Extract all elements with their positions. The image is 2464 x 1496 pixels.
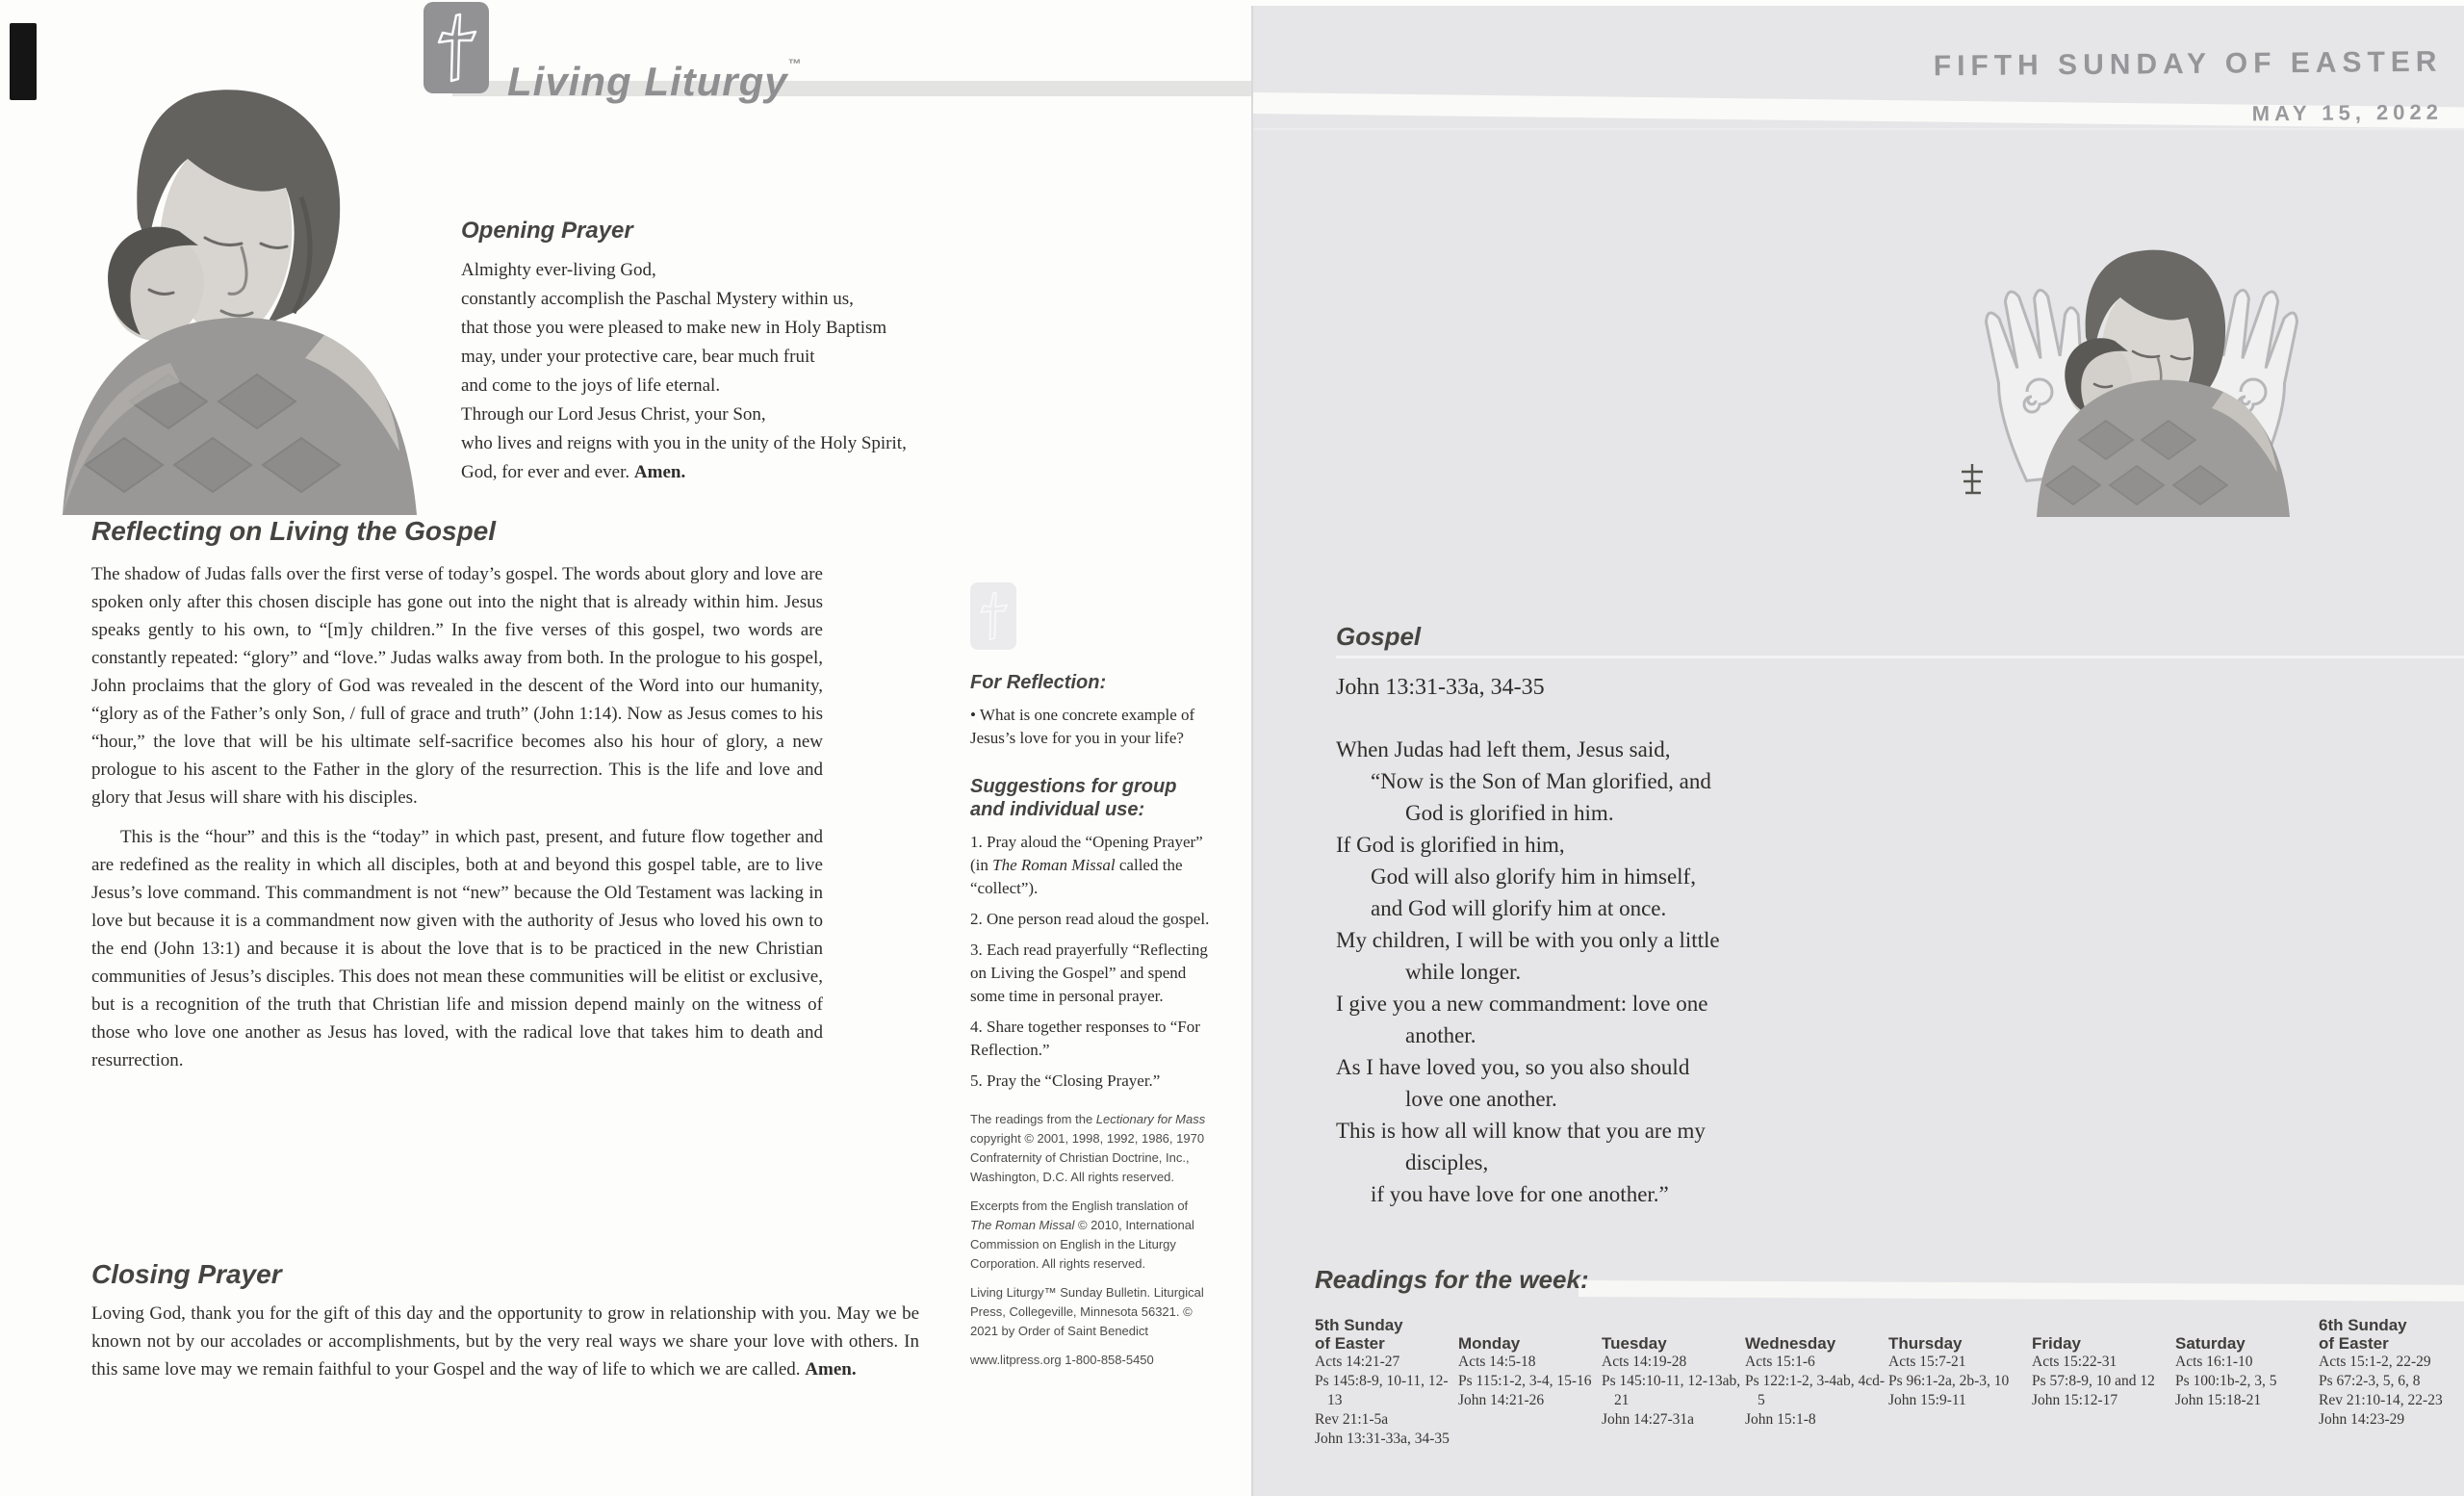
- scripture-ref: Acts 14:21-27: [1315, 1354, 1400, 1370]
- scripture-ref: John 15:9-11: [1888, 1392, 1966, 1408]
- day-line: Wednesday: [1745, 1334, 1836, 1353]
- reflection-paragraph-2: This is the “hour” and this is the “today” in which past, present, and future flow together and are redefined as the reality in which all disciples, both at and beyond this gospel table, are to live Jesus’s love command. This commandment is not “new” because the Old Testament was lacking in love but because it is a commandment now given with the authority of Jesus who loved his own to the end (John 13:1) and because it is about the love that is to be practiced in the new Christian communities of Jesus’s disciples. This does not mean these communities will be elitist or exclusive, but is a recognition of the truth that Christian life and mission depend mainly on the witness of those who love one another as Jesus has loved, with the radical love that takes him to death and resurrection.: [91, 827, 823, 1070]
- gospel-line: while longer.: [1405, 960, 1522, 984]
- masthead: [1934, 46, 2443, 130]
- gospel-line: When Judas had left them, Jesus said,: [1336, 737, 1671, 761]
- reading-column-6th-sunday: [2319, 1306, 2462, 1449]
- gospel-line: love one another.: [1405, 1087, 1557, 1111]
- reading-column-friday: [2032, 1306, 2175, 1449]
- scripture-ref: Ps 145:10-11, 12-13ab, 21: [1602, 1373, 1741, 1408]
- scripture-ref: Acts 16:1-10: [2175, 1354, 2253, 1370]
- day-line: of Easter: [1315, 1334, 1385, 1353]
- scripture-ref: John 13:31-33a, 34-35: [1315, 1431, 1450, 1447]
- scripture-ref: Acts 15:7-21: [1888, 1354, 1966, 1370]
- gospel-line: God will also glorify him in himself,: [1371, 864, 1696, 889]
- reading-column-saturday: [2175, 1306, 2319, 1449]
- reading-day-label: [1745, 1306, 1888, 1353]
- day-line: Tuesday: [1602, 1334, 1667, 1353]
- sunday-date: MAY 15, 2022: [2251, 99, 2444, 126]
- closing-prayer-heading: Closing Prayer: [91, 1259, 282, 1289]
- scripture-ref: Ps 122:1-2, 3-4ab, 4cd-5: [1745, 1373, 1886, 1408]
- gospel-line: disciples,: [1405, 1150, 1489, 1174]
- closing-prayer-text: [91, 1300, 919, 1383]
- scripture-ref: Ps 96:1-2a, 2b-3, 10: [1888, 1373, 2010, 1389]
- reflection-paragraph-1: The shadow of Judas falls over the first verse of today’s gospel. The words about glory and love are spoken only after this chosen disciple has gone out into the night that is already within him. Jesus speaks gently to his own, to “[m]y children.” In the five verses of this gospel, two words are constantly repeated: “glory” and “love.” Judas walks away from both. In the prologue to his gospel, John proclaims that the glory of God was revealed in the descent of the Word into our humanity, “glory as of the Father’s only Son, / full of grace and truth” (John 1:14). Now as Jesus comes to his “hour,” the love that will be his ultimate self-sacrifice becomes also his hour of glory, a new prologue to his ascent to the Father in the glory of the resurrection. This is the life and love and glory that Jesus will share with his disciples.: [91, 564, 823, 808]
- brand-name: Living Liturgy: [507, 59, 788, 104]
- reading-column-wednesday: [1745, 1306, 1888, 1449]
- gospel-text: [1336, 734, 1952, 1210]
- prayer-line: may, under your protective care, bear much fruit: [461, 347, 815, 367]
- scan-line: [1253, 128, 2464, 130]
- scripture-ref: Ps 100:1b-2, 3, 5: [2175, 1373, 2277, 1389]
- scripture-ref: Acts 14:19-28: [1602, 1354, 1687, 1370]
- gospel-line: I give you a new commandment: love one: [1336, 992, 1708, 1016]
- suggestion-text: called the “collect”).: [970, 856, 1183, 897]
- readings-table: [1315, 1306, 2462, 1449]
- page-gutter: [1251, 6, 1253, 1496]
- reflection-heading: Reflecting on Living the Gospel: [91, 516, 497, 546]
- scripture-ref: John 15:1-8: [1745, 1411, 1816, 1428]
- gospel-line: and God will glorify him at once.: [1371, 896, 1667, 920]
- prayer-line: who lives and reigns with you in the unity of the Holy Spirit,: [461, 433, 907, 453]
- credit-text: © 2010, International Commission on English in the Liturgy Corporation. All rights reserved.: [970, 1218, 1194, 1271]
- scripture-ref: John 14:21-26: [1458, 1392, 1545, 1408]
- for-reflection-question: • What is one concrete example of Jesus’s love for you in your life?: [970, 706, 1195, 747]
- opening-prayer-heading: Opening Prayer: [461, 218, 633, 244]
- prayer-line: and come to the joys of life eternal.: [461, 375, 721, 396]
- reading-day-label: [2032, 1306, 2175, 1353]
- suggestion-item-3: 3. Each read prayerfully “Reflecting on Living the Gospel” and spend some time in personal prayer.: [970, 941, 1208, 1005]
- reading-day-label: [2319, 1306, 2462, 1353]
- brand-logo: [507, 56, 802, 105]
- scripture-ref: John 14:23-29: [2319, 1411, 2405, 1428]
- scripture-ref: John 15:18-21: [2175, 1392, 2262, 1408]
- credit-lectionary: [970, 1110, 1211, 1187]
- cross-logo-icon-faded: [970, 582, 1016, 650]
- readings-heading: Readings for the week:: [1315, 1265, 1589, 1294]
- book-title: Lectionary for Mass: [1095, 1112, 1206, 1126]
- book-title: The Roman Missal: [970, 1218, 1075, 1232]
- gospel-line: My children, I will be with you only a little: [1336, 928, 1720, 952]
- reading-column-5th-sunday: [1315, 1306, 1458, 1449]
- day-line: 5th Sunday: [1315, 1316, 1403, 1334]
- gospel-line: God is glorified in him.: [1405, 801, 1614, 825]
- suggestion-item-2: 2. One person read aloud the gospel.: [970, 910, 1210, 928]
- prayer-line-text: God, for ever and ever.: [461, 462, 630, 482]
- suggestion-item-4: 4. Share together responses to “For Reflection.”: [970, 1018, 1200, 1059]
- day-line: Thursday: [1888, 1334, 1963, 1353]
- day-line: Saturday: [2175, 1334, 2246, 1353]
- reflection-sidebar: [970, 582, 1211, 1380]
- weekly-readings-section: [1315, 1265, 2462, 1449]
- scripture-ref: Acts 15:22-31: [2032, 1354, 2118, 1370]
- scripture-ref: John 15:12-17: [2032, 1392, 2118, 1408]
- day-line: 6th Sunday: [2319, 1316, 2407, 1334]
- credit-text: The readings from the: [970, 1112, 1096, 1126]
- suggestions-heading: Suggestions for group and individual use:: [970, 776, 1177, 820]
- prayer-line: constantly accomplish the Paschal Mystery within us,: [461, 289, 854, 309]
- suggestion-item-1: [970, 831, 1211, 900]
- reading-day-label: [2175, 1306, 2319, 1353]
- gospel-heading: Gospel: [1336, 622, 1422, 651]
- publisher-contact: www.litpress.org 1-800-858-5450: [970, 1353, 1154, 1367]
- reading-day-label: [1315, 1306, 1458, 1353]
- reading-day-label: [1458, 1306, 1602, 1353]
- credit-publisher: Living Liturgy™ Sunday Bulletin. Liturgical Press, Collegeville, Minnesota 56321. © 2021 by Order of Saint Benedict: [970, 1285, 1204, 1338]
- embrace-illustration: [53, 82, 428, 515]
- credit-roman-missal: [970, 1197, 1211, 1274]
- scan-artifact: [10, 23, 37, 100]
- hands-embrace-illustration: [1944, 214, 2339, 517]
- reading-column-thursday: [1888, 1306, 2032, 1449]
- suggestion-text: 1. Pray aloud the “Opening Prayer” (in: [970, 833, 1203, 874]
- gospel-section: [1336, 622, 1952, 1210]
- sunday-title: FIFTH SUNDAY OF EASTER: [1933, 45, 2443, 83]
- trademark-symbol: ™: [787, 56, 802, 71]
- credit-text: Excerpts from the English translation of: [970, 1199, 1189, 1213]
- gospel-line: “Now is the Son of Man glorified, and: [1371, 769, 1711, 793]
- gospel-line: As I have loved you, so you also should: [1336, 1055, 1690, 1079]
- for-reflection-heading: For Reflection:: [970, 672, 1107, 693]
- cross-logo-icon: [424, 2, 489, 93]
- reading-column-tuesday: [1602, 1306, 1745, 1449]
- reading-column-monday: [1458, 1306, 1602, 1449]
- gospel-line: This is how all will know that you are my: [1336, 1119, 1706, 1143]
- amen-text: Amen.: [633, 462, 686, 482]
- scripture-ref: Acts 15:1-2, 22-29: [2319, 1354, 2431, 1370]
- gospel-reference: John 13:31-33a, 34-35: [1336, 675, 1545, 700]
- scripture-ref: Acts 15:1-6: [1745, 1354, 1815, 1370]
- reflection-article: [91, 516, 823, 1074]
- day-line: of Easter: [2319, 1334, 2389, 1353]
- book-title: The Roman Missal: [992, 856, 1116, 874]
- scripture-ref: Rev 21:1-5a: [1315, 1411, 1389, 1428]
- scripture-ref: Ps 57:8-9, 10 and 12: [2032, 1373, 2155, 1389]
- scripture-ref: Ps 67:2-3, 5, 6, 8: [2319, 1373, 2421, 1389]
- scripture-ref: Ps 115:1-2, 3-4, 15-16: [1458, 1373, 1592, 1389]
- reading-day-label: [1602, 1306, 1745, 1353]
- closing-prayer-section: [91, 1259, 919, 1383]
- day-line: Monday: [1458, 1334, 1521, 1353]
- scripture-ref: Ps 145:8-9, 10-11, 12-13: [1315, 1373, 1449, 1408]
- reading-day-label: [1888, 1306, 2032, 1353]
- gospel-line: If God is glorified in him,: [1336, 833, 1565, 857]
- credit-text: copyright © 2001, 1998, 1992, 1986, 1970 Confraternity of Christian Doctrine, Inc., Washington, D.C. All rights reserved.: [970, 1131, 1205, 1184]
- prayer-line: Through our Lord Jesus Christ, your Son,: [461, 404, 766, 425]
- gospel-line: if you have love for one another.”: [1371, 1182, 1669, 1206]
- prayer-line: [461, 458, 1096, 487]
- amen-text: Amen.: [805, 1359, 857, 1380]
- opening-prayer-text: [461, 256, 1096, 487]
- suggestion-item-5: 5. Pray the “Closing Prayer.”: [970, 1071, 1161, 1090]
- scripture-ref: Acts 14:5-18: [1458, 1354, 1536, 1370]
- opening-prayer-section: [461, 218, 1096, 487]
- closing-prayer-body: Loving God, thank you for the gift of this day and the opportunity to grow in relationship with you. May we be known not by our accolades or accomplishments, but by the very real ways we share your love with others. In this same love may we remain faithful to your Gospel and the way of life to which we are called.: [91, 1303, 919, 1380]
- copyright-credits: [970, 1110, 1211, 1370]
- prayer-line: that those you were pleased to make new in Holy Baptism: [461, 318, 887, 338]
- prayer-line: Almighty ever-living God,: [461, 260, 656, 280]
- gospel-line: another.: [1405, 1023, 1476, 1047]
- scripture-ref: Rev 21:10-14, 22-23: [2319, 1392, 2443, 1408]
- scripture-ref: John 14:27-31a: [1602, 1411, 1695, 1428]
- day-line: Friday: [2032, 1334, 2082, 1353]
